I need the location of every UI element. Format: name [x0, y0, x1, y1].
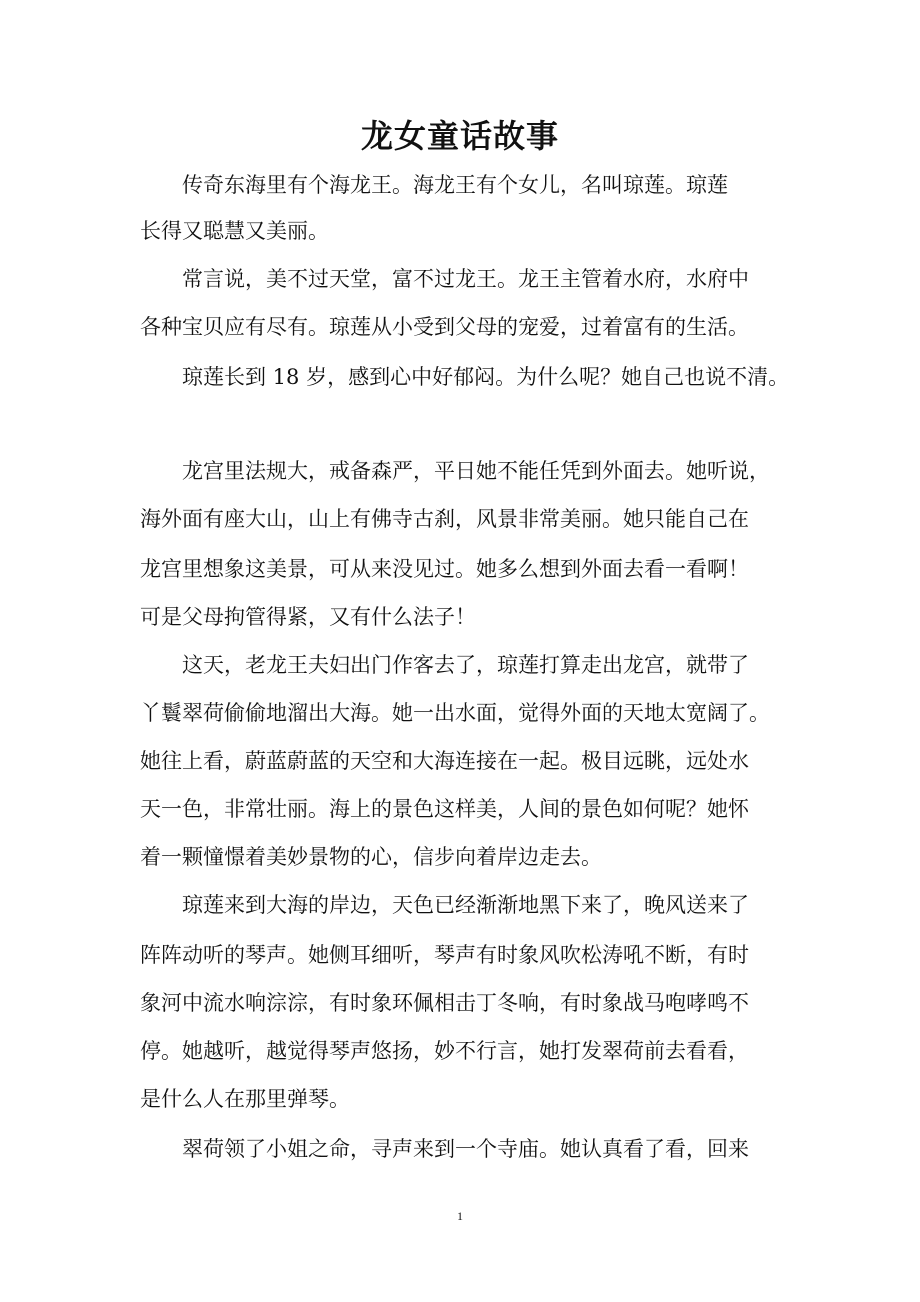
- text-line: 象河中流水响淙淙，有时象环佩相击丁冬响，有时象战马咆哮鸣不: [140, 991, 749, 1015]
- text-line: 着一颗憧憬着美妙景物的心，信步向着岸边走去。: [140, 845, 602, 869]
- text-line: 停。她越听，越觉得琴声悠扬，妙不行言，她打发翠荷前去看看，: [140, 1039, 749, 1063]
- text-line: 这天，老龙王夫妇出门作客去了，琼莲打算走出龙宫，就带了: [140, 653, 749, 677]
- text-line: 琼莲长到 18 岁，感到心中好郁闷。为什么呢？她自己也说不清。: [140, 365, 790, 389]
- text-line: 海外面有座大山，山上有佛寺古刹，风景非常美丽。她只能自己在: [140, 507, 749, 531]
- text-line: 是什么人在那里弹琴。: [140, 1087, 350, 1111]
- text-line: 传奇东海里有个海龙王。海龙王有个女儿，名叫琼莲。琼莲: [140, 173, 728, 197]
- text-line: 各种宝贝应有尽有。琼莲从小受到父母的宠爱，过着富有的生活。: [140, 315, 749, 339]
- text-line: 长得又聪慧又美丽。: [140, 219, 329, 243]
- text-line: 翠荷领了小姐之命，寻声来到一个寺庙。她认真看了看，回来: [140, 1137, 749, 1161]
- text-line: 龙宫里法规大，戒备森严，平日她不能任凭到外面去。她听说，: [140, 459, 770, 483]
- text-line: 常言说，美不过天堂，富不过龙王。龙王主管着水府，水府中: [140, 267, 749, 291]
- text-line: 可是父母拘管得紧，又有什么法子！: [140, 605, 476, 629]
- text-line: 天一色，非常壮丽。海上的景色这样美，人间的景色如何呢？她怀: [140, 797, 749, 821]
- text-line: 她往上看，蔚蓝蔚蓝的天空和大海连接在一起。极目远眺，远处水: [140, 749, 749, 773]
- text-line: 阵阵动听的琴声。她侧耳细听，琴声有时象风吹松涛吼不断，有时: [140, 943, 749, 967]
- text-line: 丫鬟翠荷偷偷地溜出大海。她一出水面，觉得外面的天地太宽阔了。: [140, 701, 770, 725]
- page-number: 1: [457, 1209, 463, 1223]
- text-line: 龙宫里想象这美景，可从来没见过。她多么想到外面去看一看啊！: [140, 557, 749, 581]
- text-line: 琼莲来到大海的岸边，天色已经渐渐地黑下来了，晚风送来了: [140, 893, 749, 917]
- document-title: 龙女童话故事: [360, 117, 559, 155]
